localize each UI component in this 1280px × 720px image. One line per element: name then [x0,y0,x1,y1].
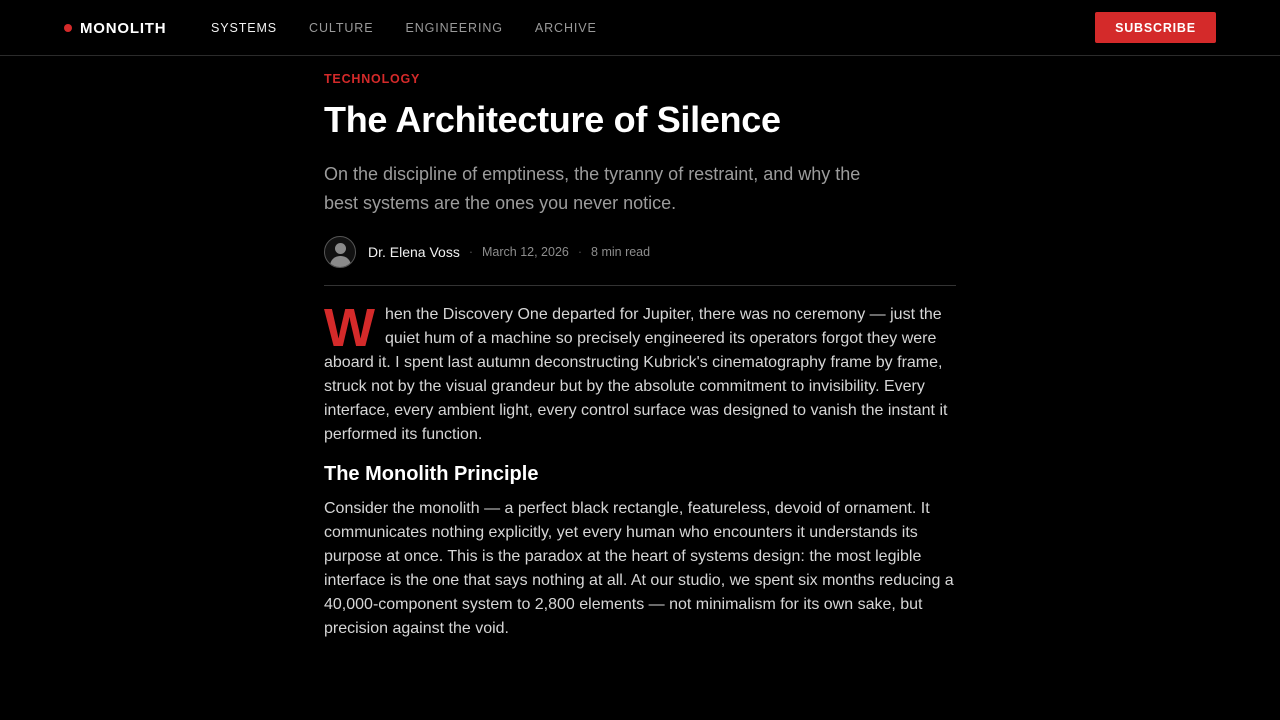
article [324,70,956,641]
drop-cap: W [324,298,375,358]
brand-logo[interactable] [64,18,166,38]
subscribe-button[interactable]: SUBSCRIBE [1095,12,1216,43]
article-title: The Architecture of Silence [324,99,781,140]
byline-separator: · [577,245,583,259]
top-navigation-bar [0,0,1280,56]
main-nav [211,19,629,37]
avatar-body [330,256,351,268]
read-time: 8 min read [591,245,651,259]
article-paragraph-1 [324,298,956,447]
nav-item-systems[interactable]: SYSTEMS [211,21,278,35]
article-category[interactable]: TECHNOLOGY [324,72,421,86]
paragraph-1-text: hen the Discovery One departed for Jupiter, there was no ceremony — just the quiet hum of a machine so precisely engineered its operators forgot they were aboard it. I spent last autumn deconstructing Kubrick's cinematography frame by frame, struck not by the visual grandeur but by the absolute commitment to invisibility. Every interface, every ambient light, every control surface was designed to vanish the instant it performed its function. [324,306,948,443]
brand-dot-icon [64,24,72,32]
byline [324,236,956,268]
brand-name: MONOLITH [80,19,167,37]
article-paragraph-2: Consider the monolith — a perfect black rectangle, featureless, devoid of ornament. It communicates nothing explicitly, yet every human who encounters it understands its purpose at once. This is the paradox at the heart of systems design: the most legible interface is the one that says nothing at all. At our studio, we spent six months reducing a 40,000-component system to 2,800 elements — not minimalism for its own sake, but precision against the void. [324,500,954,637]
article-dek: On the discipline of emptiness, the tyranny of restraint, and why the best systems are the ones you never notice. [324,164,861,213]
user-avatar-icon[interactable] [324,236,356,268]
divider [324,285,956,286]
author-name[interactable]: Dr. Elena Voss [368,244,460,260]
nav-item-archive[interactable]: ARCHIVE [534,21,597,35]
nav-item-engineering[interactable]: ENGINEERING [405,21,503,35]
avatar-head [335,243,346,254]
publish-date: March 12, 2026 [482,245,569,259]
section-heading: The Monolith Principle [324,463,539,485]
nav-item-culture[interactable]: CULTURE [309,21,374,35]
byline-separator: · [468,245,473,259]
